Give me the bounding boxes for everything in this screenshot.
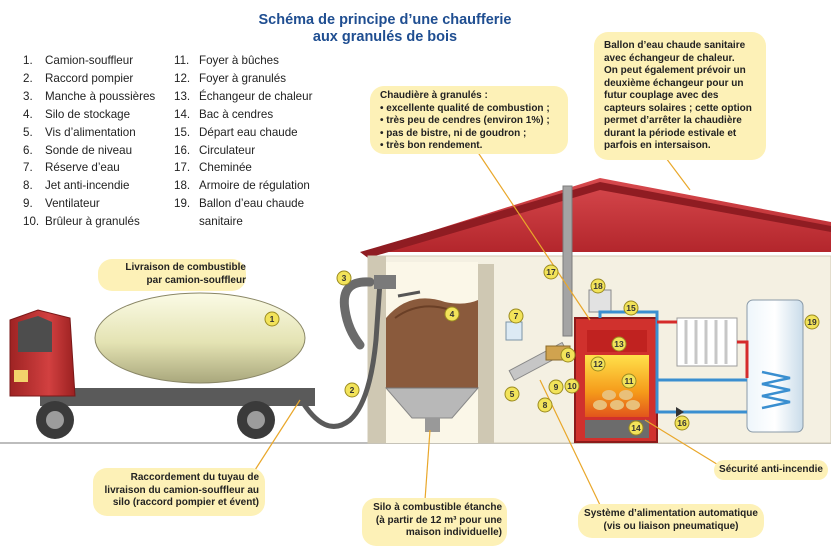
marker-5 — [505, 387, 519, 401]
marker-label: 9 — [553, 382, 559, 392]
marker-8 — [538, 398, 552, 412]
chimney — [563, 186, 572, 336]
silo-note — [362, 502, 502, 540]
marker-13 — [612, 337, 626, 351]
water-reserve — [506, 322, 522, 340]
chaudiere-note-item: • excellente qualité de combustion ; — [380, 102, 550, 114]
silo-note-line: (à partir de 12 m³ pour une — [375, 514, 502, 526]
house-roof — [360, 178, 831, 258]
marker-label: 8 — [542, 400, 548, 410]
legend-label: Armoire de régulation — [199, 179, 310, 193]
ballon-note-line: deuxième échangeur pour un — [604, 77, 744, 89]
legend-number: 5. — [23, 125, 33, 139]
marker-label: 5 — [509, 389, 515, 399]
marker-label: 12 — [593, 359, 603, 369]
marker-9 — [549, 380, 563, 394]
chaudiere-note — [380, 90, 550, 153]
legend-label: Foyer à granulés — [199, 71, 286, 85]
livraison-note-line: Livraison de combustible — [125, 262, 246, 273]
legend-number: 9. — [23, 197, 33, 211]
marker-label: 3 — [341, 273, 347, 283]
ballon-note — [604, 40, 756, 153]
livraison-note-line: par camion-souffleur — [146, 274, 246, 286]
ballon-note-line: On peut également prévoir un — [604, 65, 746, 76]
legend-number: 3. — [23, 89, 33, 103]
legend-label-continuation: sanitaire — [199, 215, 243, 229]
boiler — [575, 318, 657, 442]
marker-label: 1 — [269, 314, 275, 324]
legend-label: Camion-souffleur — [45, 54, 134, 67]
legend-label: Foyer à bûches — [199, 54, 279, 67]
systeme-note — [578, 508, 764, 533]
title-line-2: aux granulés de bois — [312, 29, 458, 45]
marker-17 — [544, 265, 558, 279]
legend-label: Jet anti-incendie — [45, 179, 130, 193]
chaudiere-note-item: • très bon rendement. — [380, 140, 483, 151]
legend-number: 18. — [174, 179, 191, 193]
marker-label: 10 — [567, 381, 577, 391]
legend-number: 16. — [174, 143, 191, 157]
marker-label: 4 — [449, 309, 455, 319]
radiator — [677, 318, 737, 366]
legend-number: 7. — [23, 161, 33, 175]
legend-number: 19. — [174, 197, 191, 211]
legend-number: 2. — [23, 71, 33, 85]
ballon-note-line: durant la période estivale et — [604, 127, 737, 139]
marker-4 — [445, 307, 459, 321]
legend-label: Réserve d’eau — [45, 161, 120, 175]
legend-number: 17. — [174, 161, 191, 175]
securite-note: Sécurité anti-incendie — [719, 464, 823, 475]
legend-number: 14. — [174, 107, 191, 121]
marker-12 — [591, 357, 605, 371]
legend-label: Circulateur — [199, 143, 256, 157]
legend-label: Manche à poussières — [45, 89, 156, 103]
silo-note-line: maison individuelle) — [405, 527, 502, 538]
legend-number: 13. — [174, 89, 191, 103]
hot-water-tank — [747, 300, 803, 432]
silo-note-line: Silo à combustible étanche — [373, 502, 502, 513]
marker-1 — [265, 312, 279, 326]
legend-label: Départ eau chaude — [199, 125, 298, 139]
legend-label: Bac à cendres — [199, 107, 274, 121]
marker-label: 13 — [614, 339, 624, 349]
regulation-cabinet — [589, 290, 611, 312]
marker-label: 6 — [565, 350, 571, 360]
marker-label: 16 — [677, 418, 687, 428]
legend-number: 15. — [174, 125, 191, 139]
ballon-note-line: capteurs solaires ; cette option — [604, 102, 752, 114]
marker-label: 7 — [513, 311, 519, 321]
systeme-note-line: Système d’alimentation automatique — [584, 508, 758, 519]
legend-number: 1. — [23, 54, 33, 67]
livraison-note — [98, 262, 246, 287]
raccordement-note — [93, 472, 259, 510]
chaudiere-note-title: Chaudière à granulés : — [380, 90, 488, 101]
legend-number: 8. — [23, 179, 33, 193]
legend-label: Sonde de niveau — [45, 143, 133, 157]
marker-label: 18 — [593, 281, 603, 291]
legend-number: 4. — [23, 107, 33, 121]
storage-silo — [386, 262, 478, 443]
ballon-note-line: permet d’arrêter la chaudière — [604, 115, 742, 126]
marker-16 — [675, 416, 689, 430]
marker-3 — [337, 271, 351, 285]
legend-number: 11. — [174, 54, 190, 67]
ballon-note-line: parfois en intersaison. — [604, 140, 711, 151]
legend-label: Vis d’alimentation — [45, 125, 136, 139]
marker-19 — [805, 315, 819, 329]
legend-label: Échangeur de chaleur — [199, 89, 313, 103]
systeme-note-line: (vis ou liaison pneumatique) — [603, 520, 739, 532]
title-line-1: Schéma de principe d’une chaufferie — [258, 12, 512, 28]
chaudiere-note-item: • très peu de cendres (environ 1%) ; — [380, 115, 550, 126]
marker-label: 19 — [807, 317, 817, 327]
ballon-note-line: avec échangeur de chaleur. — [604, 52, 735, 64]
marker-11 — [622, 374, 636, 388]
legend-number: 10. — [23, 215, 40, 229]
marker-label: 2 — [349, 385, 355, 395]
marker-label: 15 — [626, 303, 636, 313]
marker-15 — [624, 301, 638, 315]
legend-number: 6. — [23, 143, 33, 157]
marker-7 — [509, 309, 523, 323]
legend-number: 12. — [174, 71, 191, 85]
chaudiere-note-item: • pas de bistre, ni de goudron ; — [380, 127, 527, 139]
marker-label: 11 — [624, 376, 634, 386]
legend-label: Ballon d’eau chaude — [199, 197, 305, 211]
marker-18 — [591, 279, 605, 293]
legend-label: Silo de stockage — [45, 107, 131, 121]
legend-label: Raccord pompier — [45, 71, 134, 85]
marker-6 — [561, 348, 575, 362]
ballon-note-line: futur couplage avec des — [604, 90, 719, 101]
raccordement-note-line: Raccordement du tuyau de — [130, 472, 259, 483]
raccordement-note-line: livraison du camion-souffleur au — [104, 484, 259, 496]
legend-label: Ventilateur — [45, 197, 100, 211]
marker-label: 17 — [546, 267, 556, 277]
marker-label: 14 — [631, 423, 641, 433]
marker-14 — [629, 421, 643, 435]
legend-label: Cheminée — [199, 161, 252, 175]
raccordement-note-line: silo (raccord pompier et évent) — [112, 497, 259, 508]
marker-10 — [565, 379, 579, 393]
ballon-note-line: Ballon d’eau chaude sanitaire — [604, 40, 746, 51]
legend-label: Brûleur à granulés — [45, 215, 140, 229]
marker-2 — [345, 383, 359, 397]
